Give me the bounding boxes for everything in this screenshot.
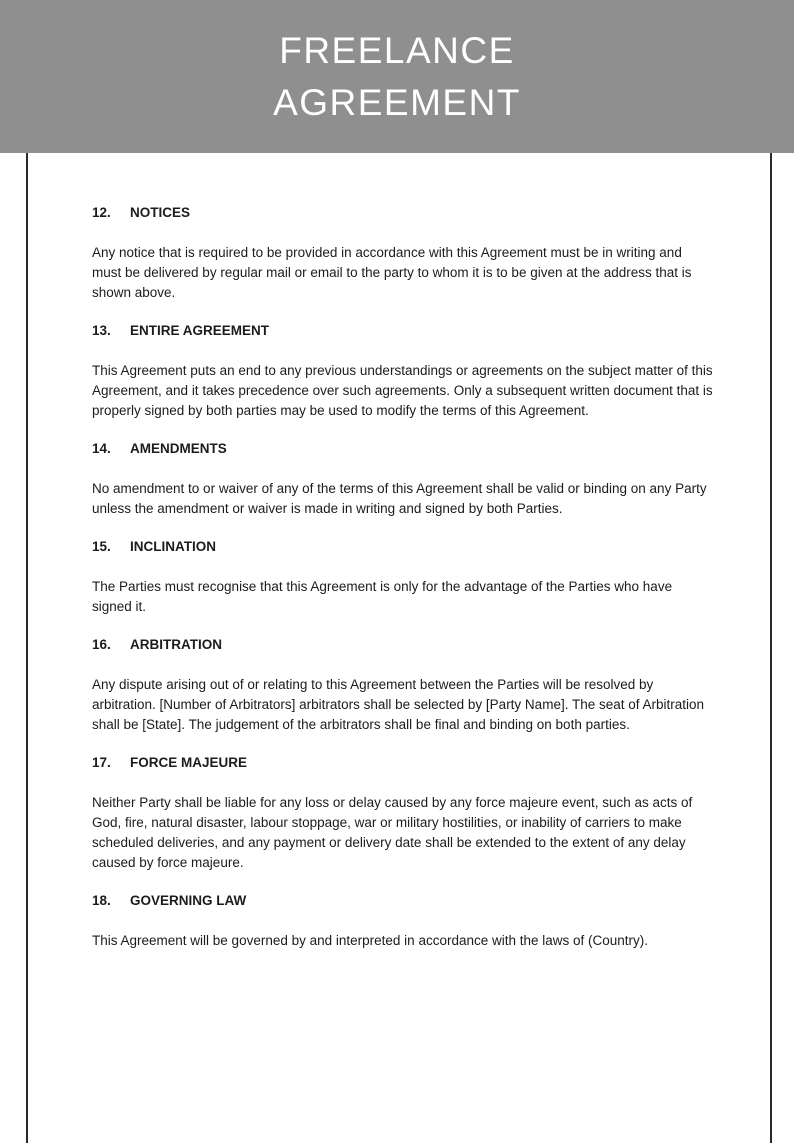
section-body: Any dispute arising out of or relating to this Agreement between the Parties will be resolved by arbitration. [Number of Arbitrators] arbitrators shall be selected by [Party Name]. The seat of Arbitration shall be [State]. The judgement of the arbitrators shall be final and binding on both parties. bbox=[92, 677, 705, 732]
section-title: ENTIRE AGREEMENT bbox=[130, 323, 270, 338]
section-governing-law bbox=[92, 891, 714, 951]
section-body: Any notice that is required to be provided in accordance with this Agreement must be in writing and must be delivered by regular mail or email to the party to whom it is to be given at the address that is shown above. bbox=[92, 245, 692, 300]
section-number: 14. bbox=[92, 441, 111, 456]
section-number: 15. bbox=[92, 539, 111, 554]
section-number: 13. bbox=[92, 323, 111, 338]
section-notices bbox=[92, 203, 714, 303]
section-title: AMENDMENTS bbox=[130, 441, 227, 456]
title-line-2: AGREEMENT bbox=[273, 81, 521, 123]
section-heading bbox=[92, 753, 714, 773]
title-line-1: FREELANCE bbox=[279, 29, 515, 71]
section-title: INCLINATION bbox=[130, 539, 216, 554]
section-body: This Agreement will be governed by and interpreted in accordance with the laws of (Country). bbox=[92, 933, 649, 948]
section-number: 12. bbox=[92, 205, 111, 220]
section-heading bbox=[92, 203, 714, 223]
section-heading bbox=[92, 635, 714, 655]
section-body: This Agreement puts an end to any previous understandings or agreements on the subject matter of this Agreement, and it takes precedence over such agreements. Only a subsequent written document that is properly signed by both parties may be used to modify the terms of this Agreement. bbox=[92, 363, 713, 418]
section-heading bbox=[92, 439, 714, 459]
section-body: Neither Party shall be liable for any loss or delay caused by any force majeure event, such as acts of God, fire, natural disaster, labour stoppage, war or military hostilities, or inability of carriers to make scheduled deliveries, and any payment or delivery date shall be extended to the extent of any delay caused by force majeure. bbox=[92, 795, 693, 870]
section-title: FORCE MAJEURE bbox=[130, 755, 248, 770]
section-number: 17. bbox=[92, 755, 111, 770]
title-banner bbox=[0, 0, 794, 153]
section-body: The Parties must recognise that this Agreement is only for the advantage of the Parties who have signed it. bbox=[92, 579, 673, 614]
section-title: GOVERNING LAW bbox=[130, 893, 247, 908]
section-inclination bbox=[92, 537, 714, 617]
section-number: 16. bbox=[92, 637, 111, 652]
section-amendments bbox=[92, 439, 714, 519]
section-arbitration bbox=[92, 635, 714, 735]
section-heading bbox=[92, 891, 714, 911]
section-title: NOTICES bbox=[130, 205, 191, 220]
document-page bbox=[26, 153, 772, 1143]
section-body: No amendment to or waiver of any of the terms of this Agreement shall be valid or binding on any Party unless the amendment or waiver is made in writing and signed by both Parties. bbox=[92, 481, 707, 516]
document-body bbox=[92, 203, 714, 969]
section-number: 18. bbox=[92, 893, 111, 908]
section-heading bbox=[92, 537, 714, 557]
section-entire-agreement bbox=[92, 321, 714, 421]
section-force-majeure bbox=[92, 753, 714, 873]
section-title: ARBITRATION bbox=[130, 637, 222, 652]
section-heading bbox=[92, 321, 714, 341]
